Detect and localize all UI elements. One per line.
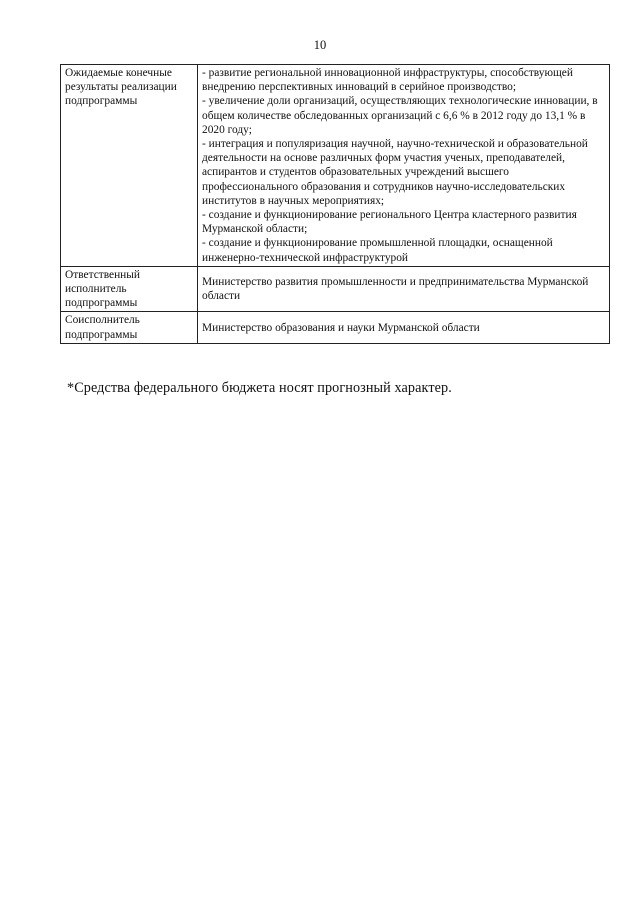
row-value-responsible-executor: Министерство развития промышленности и предпринимательства Мурманской области — [198, 266, 610, 312]
result-item: - увеличение доли организаций, осуществляющих технологические инновации, в общем количестве обследованных организаций с 6,6 % в 2012 году до 13,1 % в 2020 году; — [202, 95, 598, 136]
table-row-expected-results — [61, 65, 610, 267]
result-item: - создание и функционирование промышленной площадки, оснащенной инженерно-технической инфраструктурой — [202, 237, 553, 264]
result-item: - интеграция и популяризация научной, научно-технической и образовательной деятельности на основе различных форм участия ученых, преподавателей, аспирантов и студентов образовательных учреждений высшего профессионального образования и сотрудников научно-исследовательских институтов в научных мероприятиях; — [202, 138, 588, 207]
row-label-responsible-executor: Ответственный исполнитель подпрограммы — [61, 266, 198, 312]
subprogram-passport-table — [60, 64, 610, 344]
row-label-co-executor: Соисполнитель подпрограммы — [61, 312, 198, 343]
row-value-expected-results — [198, 65, 610, 267]
row-label-expected-results: Ожидаемые конечные результаты реализации подпрограммы — [61, 65, 198, 267]
footnote: *Средства федерального бюджета носят прогнозный характер. — [67, 380, 452, 396]
result-item: - создание и функционирование регионального Центра кластерного развития Мурманской области; — [202, 209, 577, 236]
result-item: - развитие региональной инновационной инфраструктуры, способствующей внедрению перспективных инноваций в серийное производство; — [202, 67, 573, 94]
table-row-co-executor — [61, 312, 610, 343]
row-value-co-executor: Министерство образования и науки Мурманской области — [198, 312, 610, 343]
page-number: 10 — [313, 38, 327, 52]
table-row-responsible-executor — [61, 266, 610, 312]
